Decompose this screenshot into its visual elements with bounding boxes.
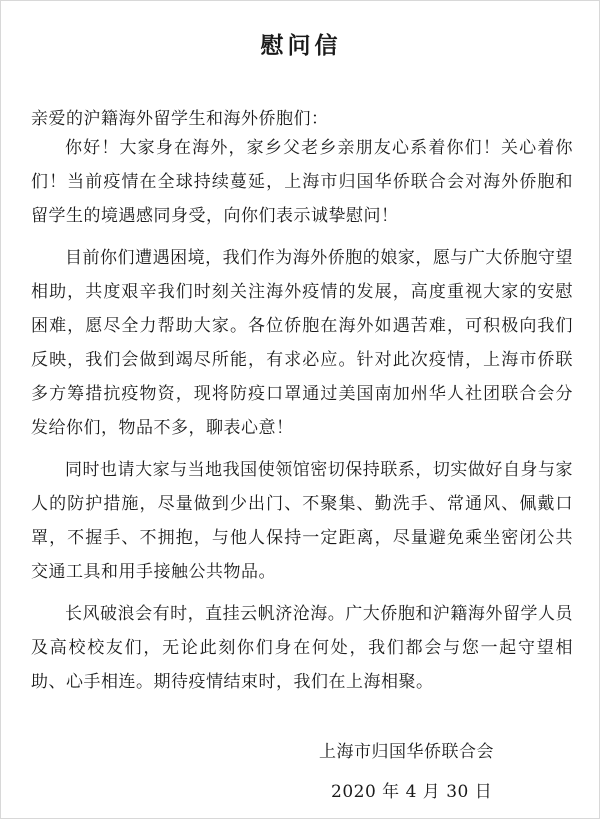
salutation: 亲爱的沪籍海外留学生和海外侨胞们： (31, 109, 329, 129)
paragraph-greeting: 你好！大家身在海外，家乡父老乡亲朋友心系着你们！关心着你们！当前疫情在全球持续蔓延，上海市归国华侨联合会对海外侨胞和留学生的境遇感同身受，向你们表示诚挚慰问！ (31, 138, 573, 226)
signature-date: 2020 年 4 月 30 日 (331, 782, 493, 802)
paragraph-support: 目前你们遭遇困境，我们作为海外侨胞的娘家，愿与广大侨胞守望相助，共度艰辛我们时刻关注海外疫情的发展，高度重视大家的安慰困难，愿尽全力帮助大家。各位侨胞在海外如遇苦难，可积极向我们反映，我们会做到竭尽所能，有求必应。针对此次疫情，上海市侨联多方筹措抗疫物资，现将防疫口罩通过美国南加州华人社团联合会分发给你们，物品不多，聊表心意！ (31, 248, 573, 438)
paragraph-precautions: 同时也请大家与当地我国使领馆密切保持联系，切实做好自身与家人的防护措施，尽量做到少出门、不聚集、勤洗手、常通风、佩戴口罩，不握手、不拥抱，与他人保持一定距离，尽量避免乘坐密闭公共交通工具和用手接触公共物品。 (31, 460, 573, 582)
letter-title: 慰问信 (260, 32, 342, 59)
paragraph-closing: 长风破浪会有时，直挂云帆济沧海。广大侨胞和沪籍海外留学人员及高校校友们，无论此刻你们身在何处，我们都会与您一起守望相助、心手相连。期待疫情结束时，我们在上海相聚。 (31, 604, 573, 692)
signature-organization: 上海市归国华侨联合会 (319, 742, 494, 762)
letter-body (31, 131, 573, 707)
